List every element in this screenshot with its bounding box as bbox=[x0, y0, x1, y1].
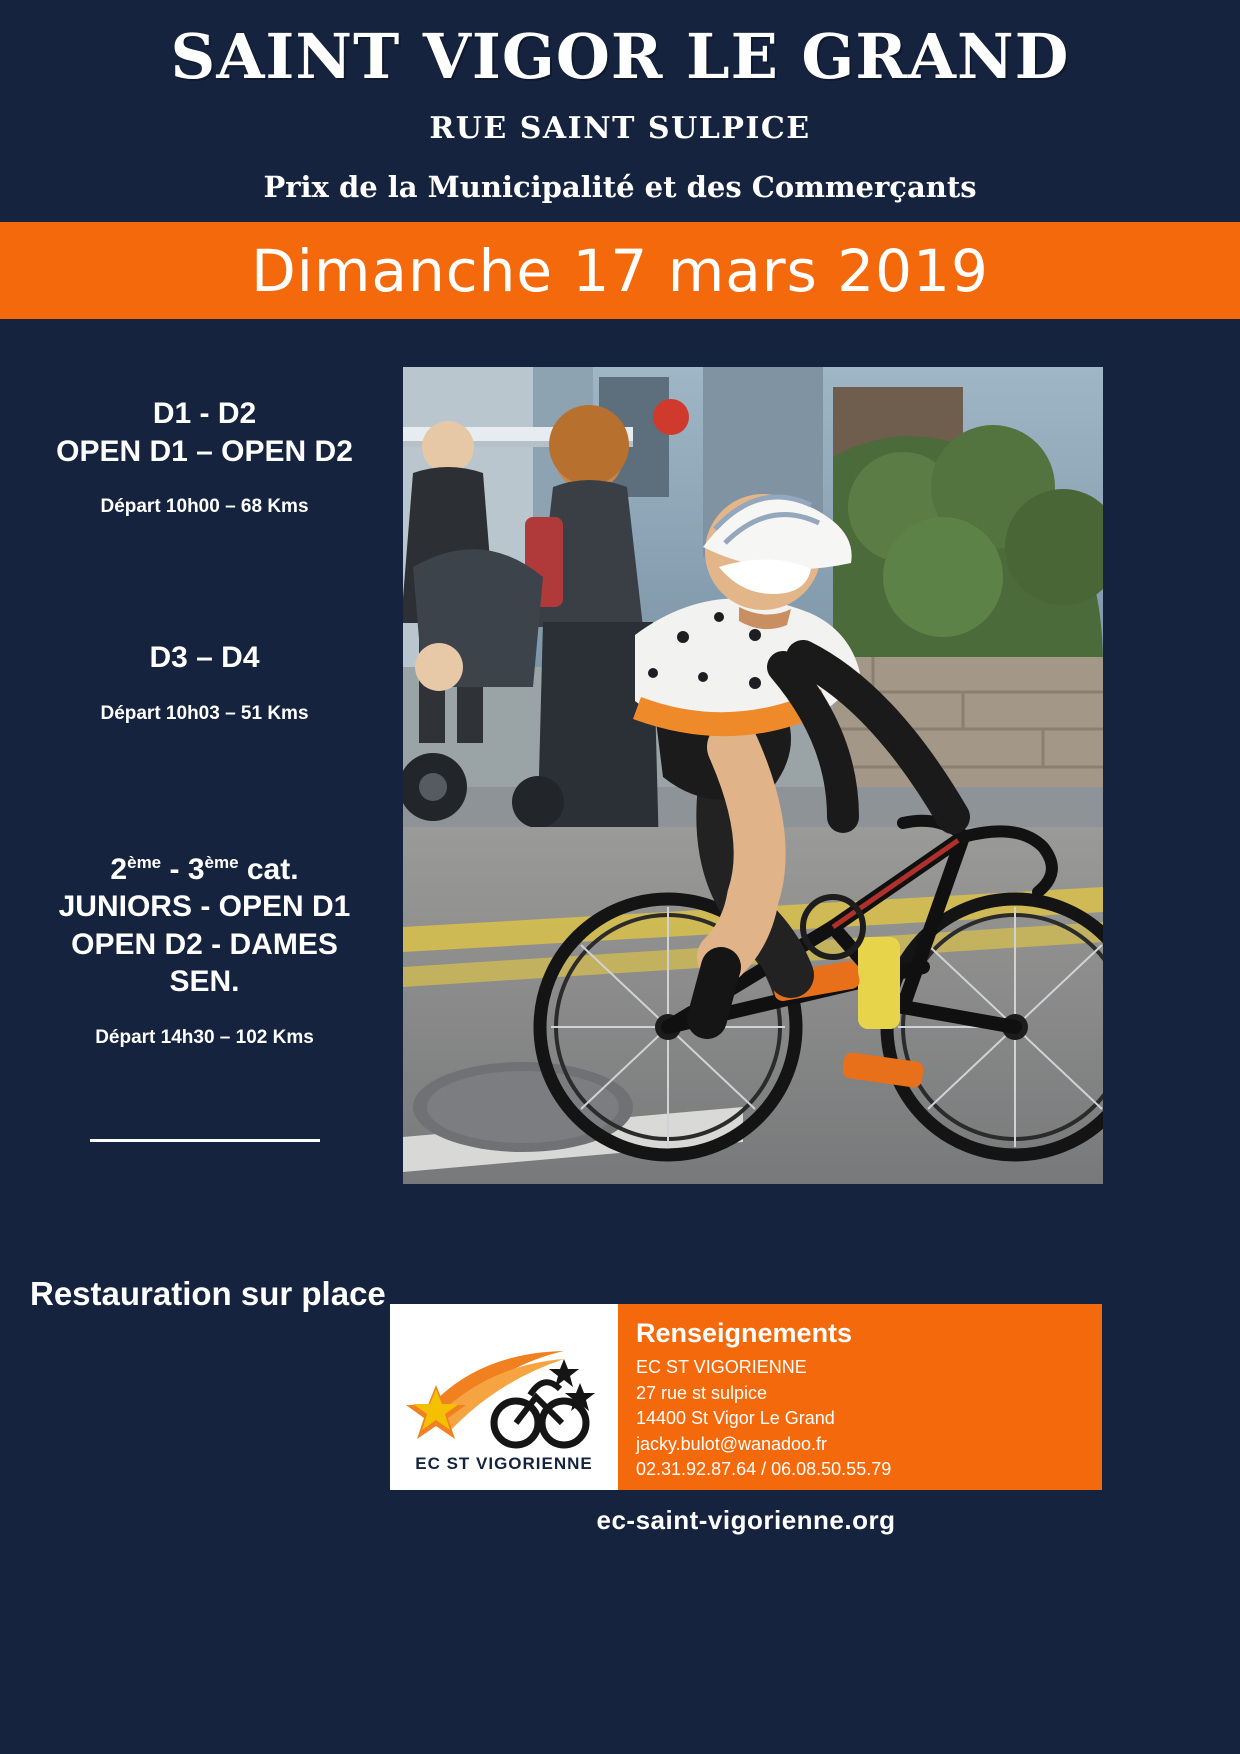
info-text bbox=[618, 1304, 1102, 1490]
info-address-1: 27 rue st sulpice bbox=[636, 1382, 768, 1403]
date-band bbox=[0, 222, 1240, 319]
info-address-2: 14400 St Vigor Le Grand bbox=[636, 1408, 835, 1429]
info-club: EC ST VIGORIENNE bbox=[636, 1357, 807, 1377]
category-block-2 bbox=[12, 639, 397, 725]
category-3-num1: 2 bbox=[110, 852, 128, 886]
spacer-2 bbox=[12, 731, 397, 851]
poster-header bbox=[12, 10, 1228, 204]
category-3-depart: Départ 14h30 – 102 Kms bbox=[95, 1026, 314, 1048]
category-3-line-4: SEN. bbox=[169, 965, 240, 999]
category-3-line-1 bbox=[12, 851, 397, 889]
info-email[interactable]: jacky.bulot@wanadoo.fr bbox=[636, 1433, 828, 1454]
poster-inner bbox=[12, 10, 1228, 1744]
photo-column bbox=[397, 367, 1228, 1316]
category-2-depart: Départ 10h03 – 51 Kms bbox=[100, 702, 309, 724]
info-phones[interactable]: 02.31.92.87.64 / 06.08.50.55.79 bbox=[636, 1459, 892, 1480]
category-1-line-1: D1 - D2 bbox=[152, 397, 257, 431]
body-area bbox=[12, 367, 1228, 1316]
spacer-1 bbox=[12, 524, 397, 639]
website-link[interactable]: ec-saint-vigorienne.org bbox=[596, 1505, 896, 1535]
street-subtitle: RUE SAINT SULPICE bbox=[429, 111, 811, 147]
category-2-line-1: D3 – D4 bbox=[149, 641, 260, 675]
club-logo-label: EC ST VIGORIENNE bbox=[415, 1454, 593, 1473]
category-3-line-2: JUNIORS - OPEN D1 bbox=[58, 890, 351, 924]
event-date: Dimanche 17 mars 2019 bbox=[251, 236, 989, 305]
restauration-note: Restauration sur place bbox=[30, 1274, 386, 1312]
categories-column bbox=[12, 367, 397, 1316]
page-title: SAINT VIGOR LE GRAND bbox=[170, 20, 1070, 93]
category-3-num2: 3 bbox=[187, 852, 205, 886]
category-3-dash: - bbox=[161, 852, 188, 886]
category-block-3 bbox=[12, 851, 397, 1049]
cyclist-photo bbox=[403, 367, 1103, 1184]
info-heading: Renseignements bbox=[636, 1318, 853, 1348]
category-1-line-2: OPEN D1 – OPEN D2 bbox=[56, 434, 353, 468]
category-block-1 bbox=[12, 395, 397, 518]
star-bike-logo-icon bbox=[404, 1335, 604, 1460]
info-box bbox=[390, 1304, 1102, 1490]
category-3-tail: cat. bbox=[238, 852, 299, 886]
category-1-depart: Départ 10h00 – 68 Kms bbox=[100, 496, 309, 518]
category-3-line-3: OPEN D2 - DAMES bbox=[71, 927, 338, 961]
category-3-sup1: ème bbox=[127, 852, 162, 872]
club-logo bbox=[390, 1304, 618, 1490]
category-3-sup2: ème bbox=[204, 852, 239, 872]
divider bbox=[90, 1139, 320, 1142]
prix-subtitle: Prix de la Municipalité et des Commerçants bbox=[263, 170, 977, 205]
